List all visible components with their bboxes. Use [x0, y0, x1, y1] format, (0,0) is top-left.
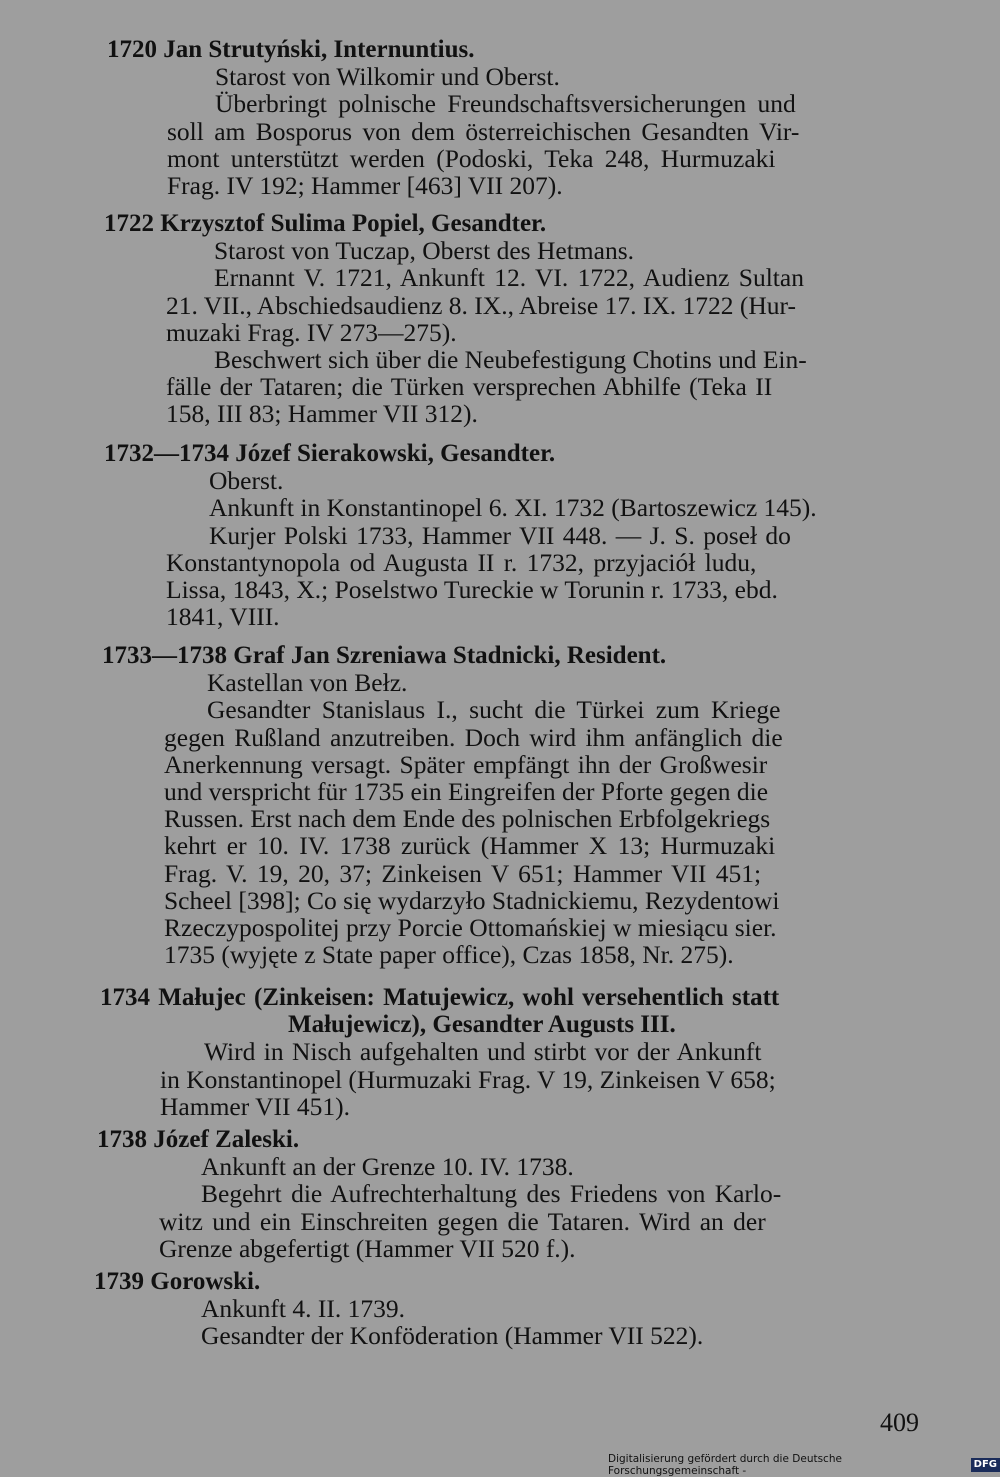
entry-line: Lissa, 1843, X.; Poselstwo Tureckie w Torunin r. 1733, ebd. [166, 575, 778, 605]
entry-line: witz und ein Einschreiten gegen die Tataren. Wird an der [159, 1206, 766, 1236]
entry-heading: 1733—1738 Graf Jan Szreniawa Stadnicki, Resident. [102, 642, 667, 669]
entry-line: in Konstantinopel (Hurmuzaki Frag. V 19, Zinkeisen V 658; [160, 1064, 776, 1094]
entry-line: Hammer VII 451). [160, 1091, 351, 1121]
entry-line: Oberst. [209, 466, 284, 496]
entry-1722 [104, 210, 946, 428]
entry-line: Wird in Nisch aufgehalten und stirbt vor der Ankunft [204, 1037, 762, 1067]
entry-line: 21. VII., Abschiedsaudienz 8. IX., Abreise 17. IX. 1722 (Hur- [166, 290, 797, 320]
entry-line: und verspricht für 1735 ein Eingreifen der Pforte gegen die [164, 777, 769, 807]
entry-line: fälle der Tataren; die Türken versprechen Abhilfe (Teka II [166, 372, 773, 402]
entry-1739 [94, 1268, 946, 1350]
entry-line: Starost von Tuczap, Oberst des Hetmans. [214, 236, 635, 266]
entry-line: soll am Bosporus von dem österreichischen Gesandten Vir- [167, 116, 800, 146]
entry-1720 [107, 36, 945, 199]
entry-1733 [102, 642, 946, 968]
entry-line: kehrt er 10. IV. 1738 zurück (Hammer X 13; Hurmuzaki [164, 831, 776, 861]
entry-line: Kurjer Polski 1733, Hammer VII 448. — J. S. poseł do [209, 520, 791, 550]
entry-heading: 1732—1734 Józef Sierakowski, Gesandter. [104, 440, 556, 467]
entry-line: Ankunft 4. II. 1739. [201, 1294, 405, 1324]
entry-heading: 1734 Małujec (Zinkeisen: Matujewicz, wohl versehentlich statt [100, 984, 780, 1011]
entry-heading: 1738 Józef Zaleski. [97, 1126, 300, 1153]
entry-1738 [97, 1126, 946, 1262]
entry-line: Ankunft an der Grenze 10. IV. 1738. [201, 1152, 574, 1182]
entry-line: Überbringt polnische Freundschaftsversicherungen und [215, 89, 796, 119]
entry-line: 1735 (wyjęte z State paper office), Czas 1858, Nr. 275). [164, 940, 734, 970]
entry-line: Anerkennung versagt. Später empfängt ihn der Großwesir [164, 749, 768, 779]
entry-line: Konstantynopola od Augusta II r. 1732, przyjaciół ludu, [166, 547, 757, 577]
entry-line: Gesandter Stanislaus I., sucht die Türkei zum Kriege [207, 695, 781, 725]
entry-line: Gesandter der Konföderation (Hammer VII 522). [201, 1321, 704, 1351]
entry-line: Russen. Erst nach dem Ende des polnischen Erbfolgekriegs [164, 804, 771, 834]
entry-1734 [100, 984, 946, 1120]
entry-line: Ernannt V. 1721, Ankunft 12. VI. 1722, Audienz Sultan [214, 263, 804, 293]
entry-line: Ankunft in Konstantinopel 6. XI. 1732 (Bartoszewicz 145). [209, 493, 817, 523]
footer-text: Digitalisierung gefördert durch die Deutsche Forschungsgemeinschaft - [608, 1453, 842, 1477]
entry-line: Beschwert sich über die Neubefestigung Chotins und Ein- [214, 345, 807, 375]
page-number: 409 [880, 1408, 919, 1437]
entry-line: Scheel [398]; Co się wydarzyło Stadnickiemu, Rezydentowi [164, 885, 780, 915]
entry-line: 1841, VIII. [166, 602, 280, 632]
entry-line: mont unterstützt werden (Podoski, Teka 248, Hurmuzaki [167, 143, 776, 173]
entry-1732 [104, 440, 946, 630]
entry-line: gegen Rußland anzutreiben. Doch wird ihm anfänglich die [164, 722, 783, 752]
entry-line: Grenze abgefertigt (Hammer VII 520 f.). [159, 1233, 576, 1263]
entry-heading: 1739 Gorowski. [94, 1268, 261, 1295]
dfg-logo: DFG [971, 1458, 1000, 1472]
entry-line: muzaki Frag. IV 273—275). [166, 317, 457, 347]
entry-heading: 1722 Krzysztof Sulima Popiel, Gesandter. [104, 210, 547, 237]
entry-heading-continued: Małujewicz), Gesandter Augusts III. [288, 1011, 676, 1039]
entry-line: Frag. IV 192; Hammer [463] VII 207). [167, 171, 563, 201]
entry-heading: 1720 Jan Strutyński, Internuntius. [107, 36, 475, 63]
entry-line: Rzeczypospolitej przy Porcie Ottomańskiej w miesiącu sier. [164, 913, 777, 943]
entry-line: Frag. V. 19, 20, 37; Zinkeisen V 651; Hammer VII 451; [164, 858, 762, 888]
digitization-footer [608, 1453, 1000, 1477]
entry-line: Kastellan von Bełz. [207, 668, 408, 698]
entry-line: 158, III 83; Hammer VII 312). [166, 399, 478, 429]
entry-line: Starost von Wilkomir und Oberst. [215, 62, 560, 92]
entry-line: Begehrt die Aufrechterhaltung des Friedens von Karlo- [201, 1179, 782, 1209]
